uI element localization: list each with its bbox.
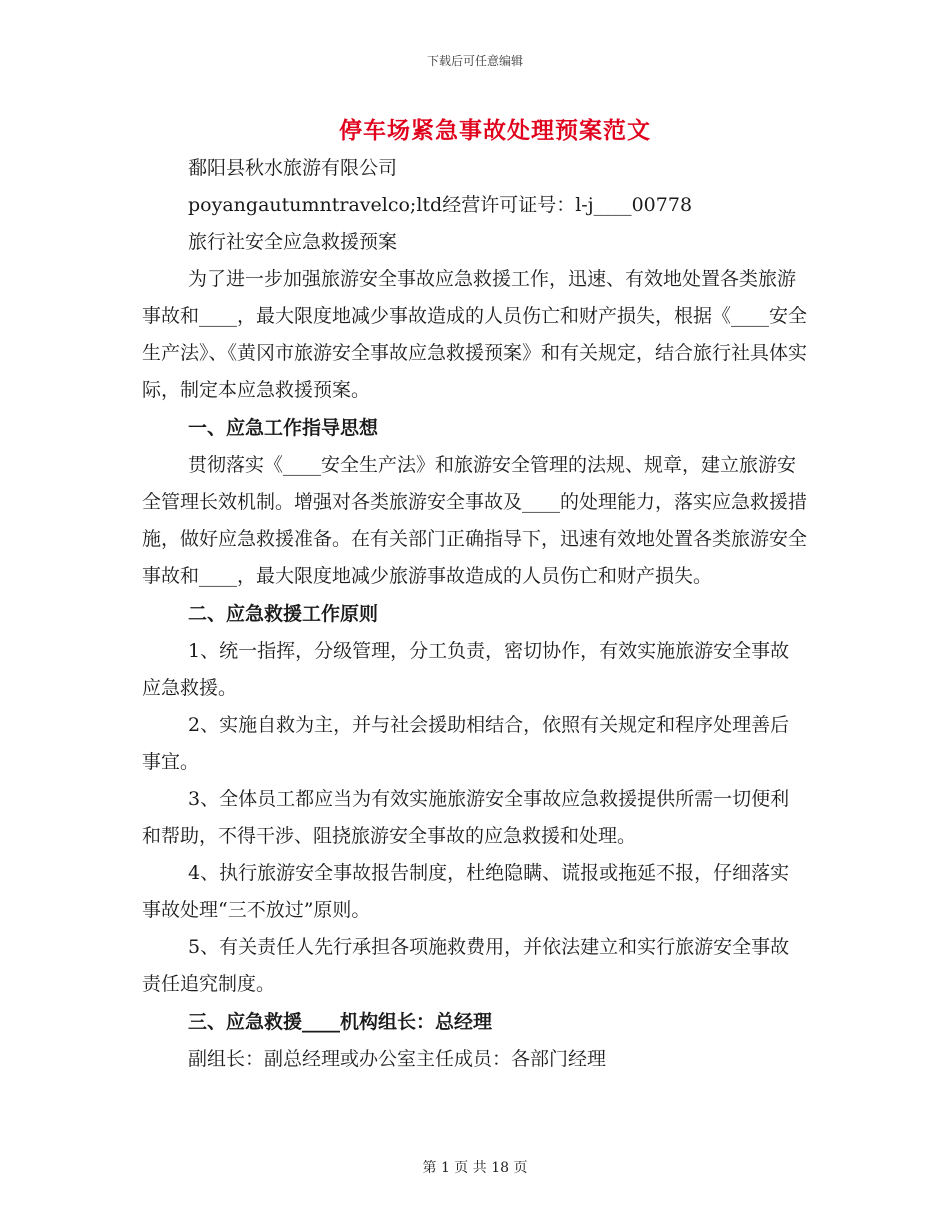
section-1-paragraph: 贯彻落实《____安全生产法》和旅游安全管理的法规、规章，建立旅游安全管理长效机制。增强对各类旅游安全事故及____的处理能力，落实应急救援措施，做好应急救援准备。在有关部门正确指导下，迅速有效地处置各类旅游安全事故和____，最大限度地减少旅游事故造成的人员伤亡和财产损失。 <box>142 454 808 587</box>
company-name: 鄱阳县秋水旅游有限公司 <box>188 157 398 179</box>
plan-name: 旅行社安全应急救援预案 <box>188 231 398 253</box>
document-title: 停车场紧急事故处理预案范文 <box>339 117 651 144</box>
intro-paragraph: 为了进一步加强旅游安全事故应急救援工作，迅速、有效地处置各类旅游事故和____，最大限度地减少事故造成的人员伤亡和财产损失，根据《____安全生产法》、《黄冈市旅游安全事故应急救援预案》和有关规定，结合旅行社具体实际，制定本应急救援预案。 <box>142 268 808 401</box>
license-line: poyangautumntravelco;ltd经营许可证号：l-j____00778 <box>188 194 693 216</box>
principle-item: 5、有关责任人先行承担各项施救费用，并依法建立和实行旅游安全事故责任追究制度。 <box>142 936 790 995</box>
document-body <box>142 150 808 1078</box>
principle-item: 2、实施自救为主，并与社会援助相结合，依照有关规定和程序处理善后事宜。 <box>142 714 790 773</box>
deputy-line: 副组长：副总经理或办公室主任成员：各部门经理 <box>188 1048 607 1070</box>
principle-item: 4、执行旅游安全事故报告制度，杜绝隐瞒、谎报或拖延不报，仔细落实事故处理“三不放过”原则。 <box>142 862 790 921</box>
page-footer: 第 1 页 共 18 页 <box>422 1160 528 1176</box>
principle-item: 3、全体员工都应当为有效实施旅游安全事故应急救援提供所需一切便利和帮助，不得干涉、阻挠旅游安全事故的应急救援和处理。 <box>142 788 790 847</box>
section-heading-1: 一、应急工作指导思想 <box>188 417 379 439</box>
header-note: 下载后可任意编辑 <box>426 54 523 68</box>
section-heading-2: 二、应急救援工作原则 <box>188 603 379 625</box>
principle-item: 1、统一指挥，分级管理，分工负责，密切协作，有效实施旅游安全事故应急救援。 <box>142 640 790 699</box>
section-heading-3: 三、应急救援____机构组长：总经理 <box>188 1011 493 1033</box>
